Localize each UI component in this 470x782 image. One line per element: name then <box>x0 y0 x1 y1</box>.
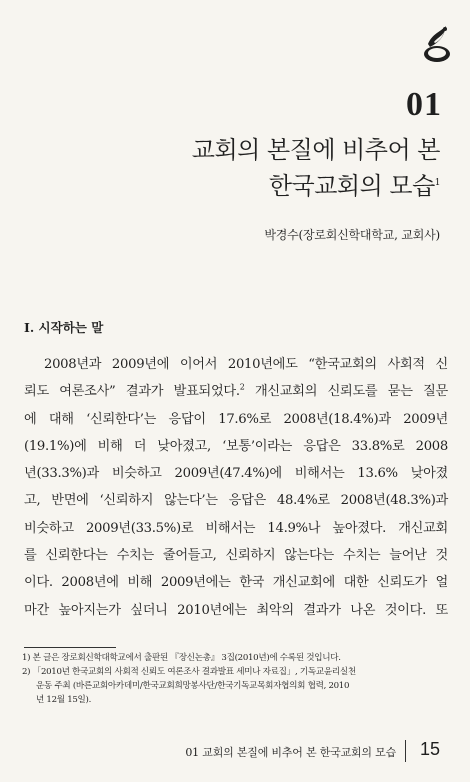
body-line-text: 뢰도 여론조사” 결과가 발표되었다. <box>24 384 240 400</box>
body-line: (19.1%)에 비해 더 낮아졌고, ‘보통’이라는 응답은 33.8%로 2008 <box>24 438 448 454</box>
footer-divider <box>405 740 406 762</box>
author-line: 박경수(장로회신학대학교, 교회사) <box>264 228 440 242</box>
body-line <box>24 378 448 405</box>
running-footer-title: 01 교회의 본질에 비추어 본 한국교회의 모습 <box>185 746 396 759</box>
body-line: 고, 반면에 ‘신뢰하지 않는다’는 응답은 48.4%로 2008년(48.3%)과 <box>24 493 448 509</box>
dove-icon <box>420 20 454 66</box>
body-line: 비슷하고 2009년(33.5%)로 비해서는 14.9%나 높아졌다. 개신교회 <box>24 520 448 536</box>
chapter-title-line1: 교회의 본질에 비추어 본 <box>191 136 440 164</box>
footnote-mark: 2 <box>239 382 245 392</box>
body-line: 이다. 2008년에 비해 2009년에는 한국 개신교회에 대한 신뢰도가 얼 <box>24 575 448 591</box>
body-text <box>24 351 448 624</box>
section-heading: I. 시작하는 말 <box>24 320 104 335</box>
body-line: 마간 높아지는가 싶더니 2010년에는 최악의 결과가 나온 것이다. 또 <box>24 602 448 618</box>
body-line: 를 신뢰한다는 수치는 줄어들고, 신뢰하지 않는다는 수치는 늘어난 것 <box>24 548 448 564</box>
body-line: 년(33.3%)과 비슷하고 2009년(47.4%)에 비해서는 13.6% 낮아졌 <box>24 466 448 482</box>
footnotes <box>22 651 450 707</box>
body-line: 2008년과 2009년에 이어서 2010년에도 “한국교회의 사회적 신 <box>44 357 448 372</box>
footnote-2-cont: 운동 주최 (바른교회아카데미/한국교회희망봉사단/한국기독교목회자협의회 협력, 2010 <box>36 681 350 691</box>
body-line: 에 대해 ‘신뢰한다’는 응답이 17.6%로 2008년(18.4%)과 2009년 <box>24 411 448 427</box>
footnote-2-cont: 년 12월 15일). <box>36 695 92 705</box>
footnote-rule <box>24 647 116 648</box>
chapter-number: 01 <box>406 86 442 123</box>
chapter-title-line2-text: 한국교회의 모습 <box>268 172 435 200</box>
page-number: 15 <box>419 739 440 759</box>
title-footnote-mark: 1 <box>434 178 440 188</box>
body-line-text: 개신교회의 신뢰도를 묻는 질문 <box>244 384 448 400</box>
chapter-title-line2 <box>269 166 440 201</box>
footnote-2: 2) 「2010년 한국교회의 사회적 신뢰도 여론조사 결과발표 세미나 자료집」, 기독교윤리실천 <box>22 667 356 677</box>
footnote-1: 1) 본 글은 장로회신학대학교에서 출판된 『장신논총』 3집(2010년)에 수록된 것입니다. <box>22 653 341 663</box>
